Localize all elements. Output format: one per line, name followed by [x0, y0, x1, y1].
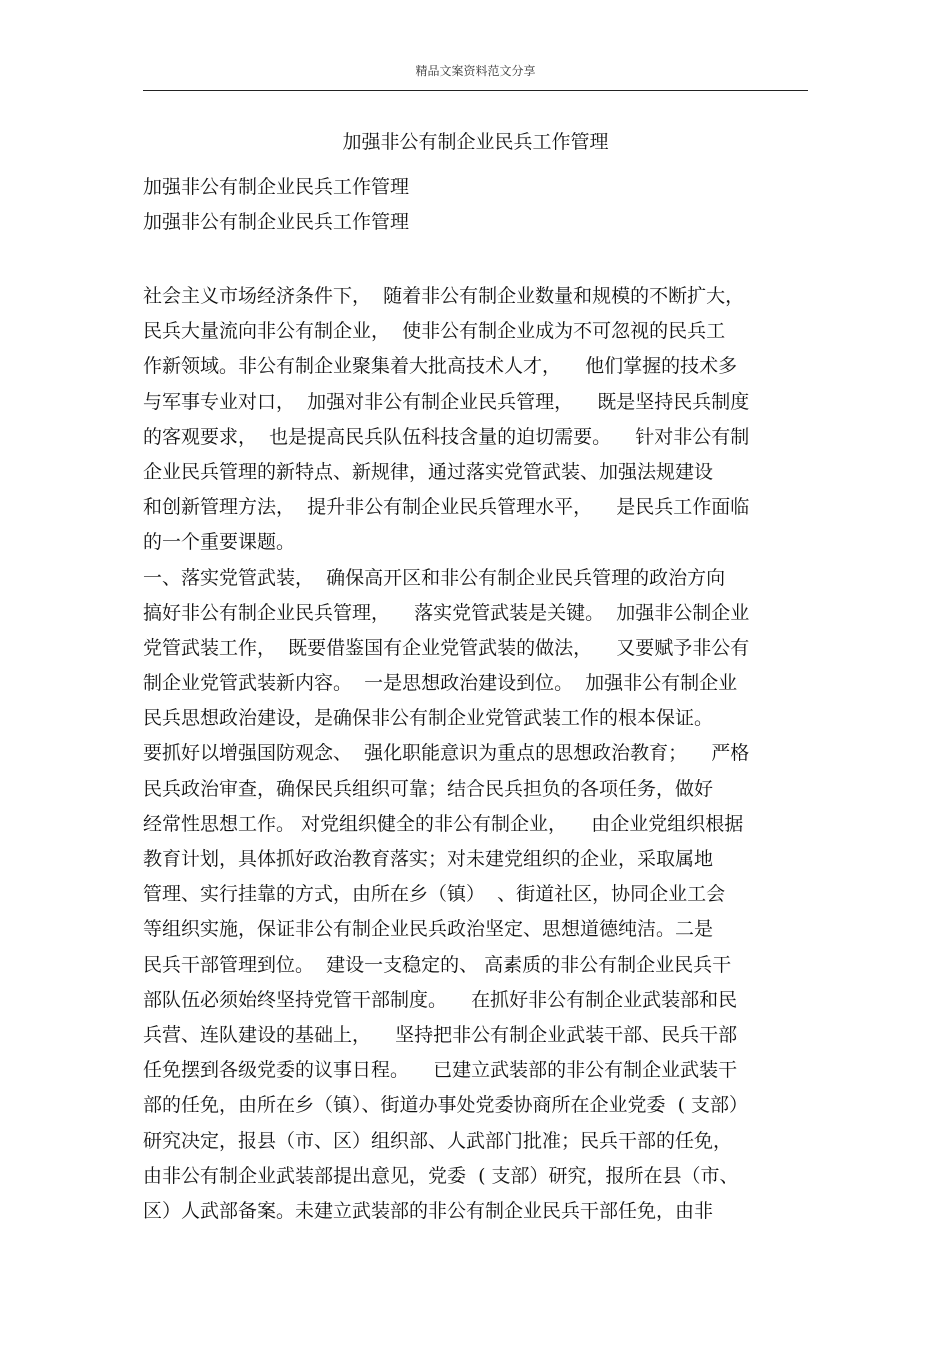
body-line: 一、落实党管武装， 确保高开区和非公有制企业民兵管理的政治方向 [143, 566, 726, 589]
body-line: 民兵思想政治建设，是确保非公有制企业党管武装工作的根本保证。 [143, 707, 714, 730]
body-line: 与军事专业对口， 加强对非公有制企业民兵管理， 既是坚持民兵制度 [143, 390, 750, 413]
body-line: 党管武装工作， 既要借鉴国有企业党管武装的做法， 又要赋予非公有 [143, 636, 750, 659]
document-title: 加强非公有制企业民兵工作管理 [342, 131, 609, 153]
body-line: 管理、实行挂靠的方式，由所在乡（镇） 、街道社区，协同企业工会 [143, 883, 726, 906]
body-line: 的客观要求， 也是提高民兵队伍科技含量的迫切需要。 针对非公有制 [143, 425, 750, 448]
body-line: 部的任免，由所在乡（镇）、街道办事处党委协商所在企业党委 ( 支部） [143, 1094, 749, 1117]
body-line: 教育计划，具体抓好政治教育落实；对未建党组织的企业，采取属地 [143, 848, 714, 870]
body-line: 和创新管理方法， 提升非公有制企业民兵管理水平， 是民兵工作面临 [143, 496, 750, 519]
body-line: 民兵大量流向非公有制企业， 使非公有制企业成为不可忽视的民兵工 [143, 320, 726, 343]
body-line: 兵营、连队建设的基础上， 坚持把非公有制企业武装干部、民兵干部 [143, 1023, 738, 1046]
document-body [143, 279, 808, 1229]
body-line: 制企业党管武装新内容。 一是思想政治建设到位。 加强非公有制企业 [143, 672, 738, 695]
body-line: 要抓好以增强国防观念、 强化职能意识为重点的思想政治教育； 严格 [143, 742, 750, 765]
body-line: 民兵干部管理到位。 建设一支稳定的、 高素质的非公有制企业民兵干 [143, 953, 732, 976]
document-subtitle: 加强非公有制企业民兵工作管理 [143, 211, 410, 233]
body-line: 搞好非公有制企业民兵管理， 落实党管武装是关键。 加强非公制企业 [143, 601, 750, 624]
body-line: 经常性思想工作。 对党组织健全的非公有制企业， 由企业党组织根据 [143, 812, 744, 835]
body-line: 社会主义市场经济条件下， 随着非公有制企业数量和规模的不断扩大， [143, 285, 745, 307]
body-line: 民兵政治审查，确保民兵组织可靠；结合民兵担负的各项任务，做好 [143, 777, 714, 800]
page-header-text: 精品文案资料范文分享 [415, 64, 536, 78]
body-line: 的一个重要课题。 [143, 531, 296, 554]
body-line: 部队伍必须始终坚持党管干部制度。 在抓好非公有制企业武装部和民 [143, 988, 738, 1011]
body-line: 由非公有制企业武装部提出意见，党委 ( 支部）研究，报所在县（市、 [143, 1164, 739, 1187]
header-divider [143, 90, 808, 91]
body-line: 任免摆到各级党委的议事日程。 已建立武装部的非公有制企业武装干 [143, 1059, 738, 1082]
body-line: 研究决定，报县（市、区）组织部、人武部门批准；民兵干部的任免， [143, 1129, 733, 1152]
body-line: 企业民兵管理的新特点、新规律，通过落实党管武装、加强法规建设 [143, 460, 714, 483]
body-line: 作新领域。非公有制企业聚集着大批高技术人才， 他们掌握的技术多 [143, 355, 738, 378]
body-line: 区）人武部备案。未建立武装部的非公有制企业民兵干部任免，由非 [143, 1199, 714, 1222]
body-line: 等组织实施，保证非公有制企业民兵政治坚定、思想道德纯洁。二是 [143, 918, 714, 941]
document-subtitle: 加强非公有制企业民兵工作管理 [143, 176, 410, 198]
